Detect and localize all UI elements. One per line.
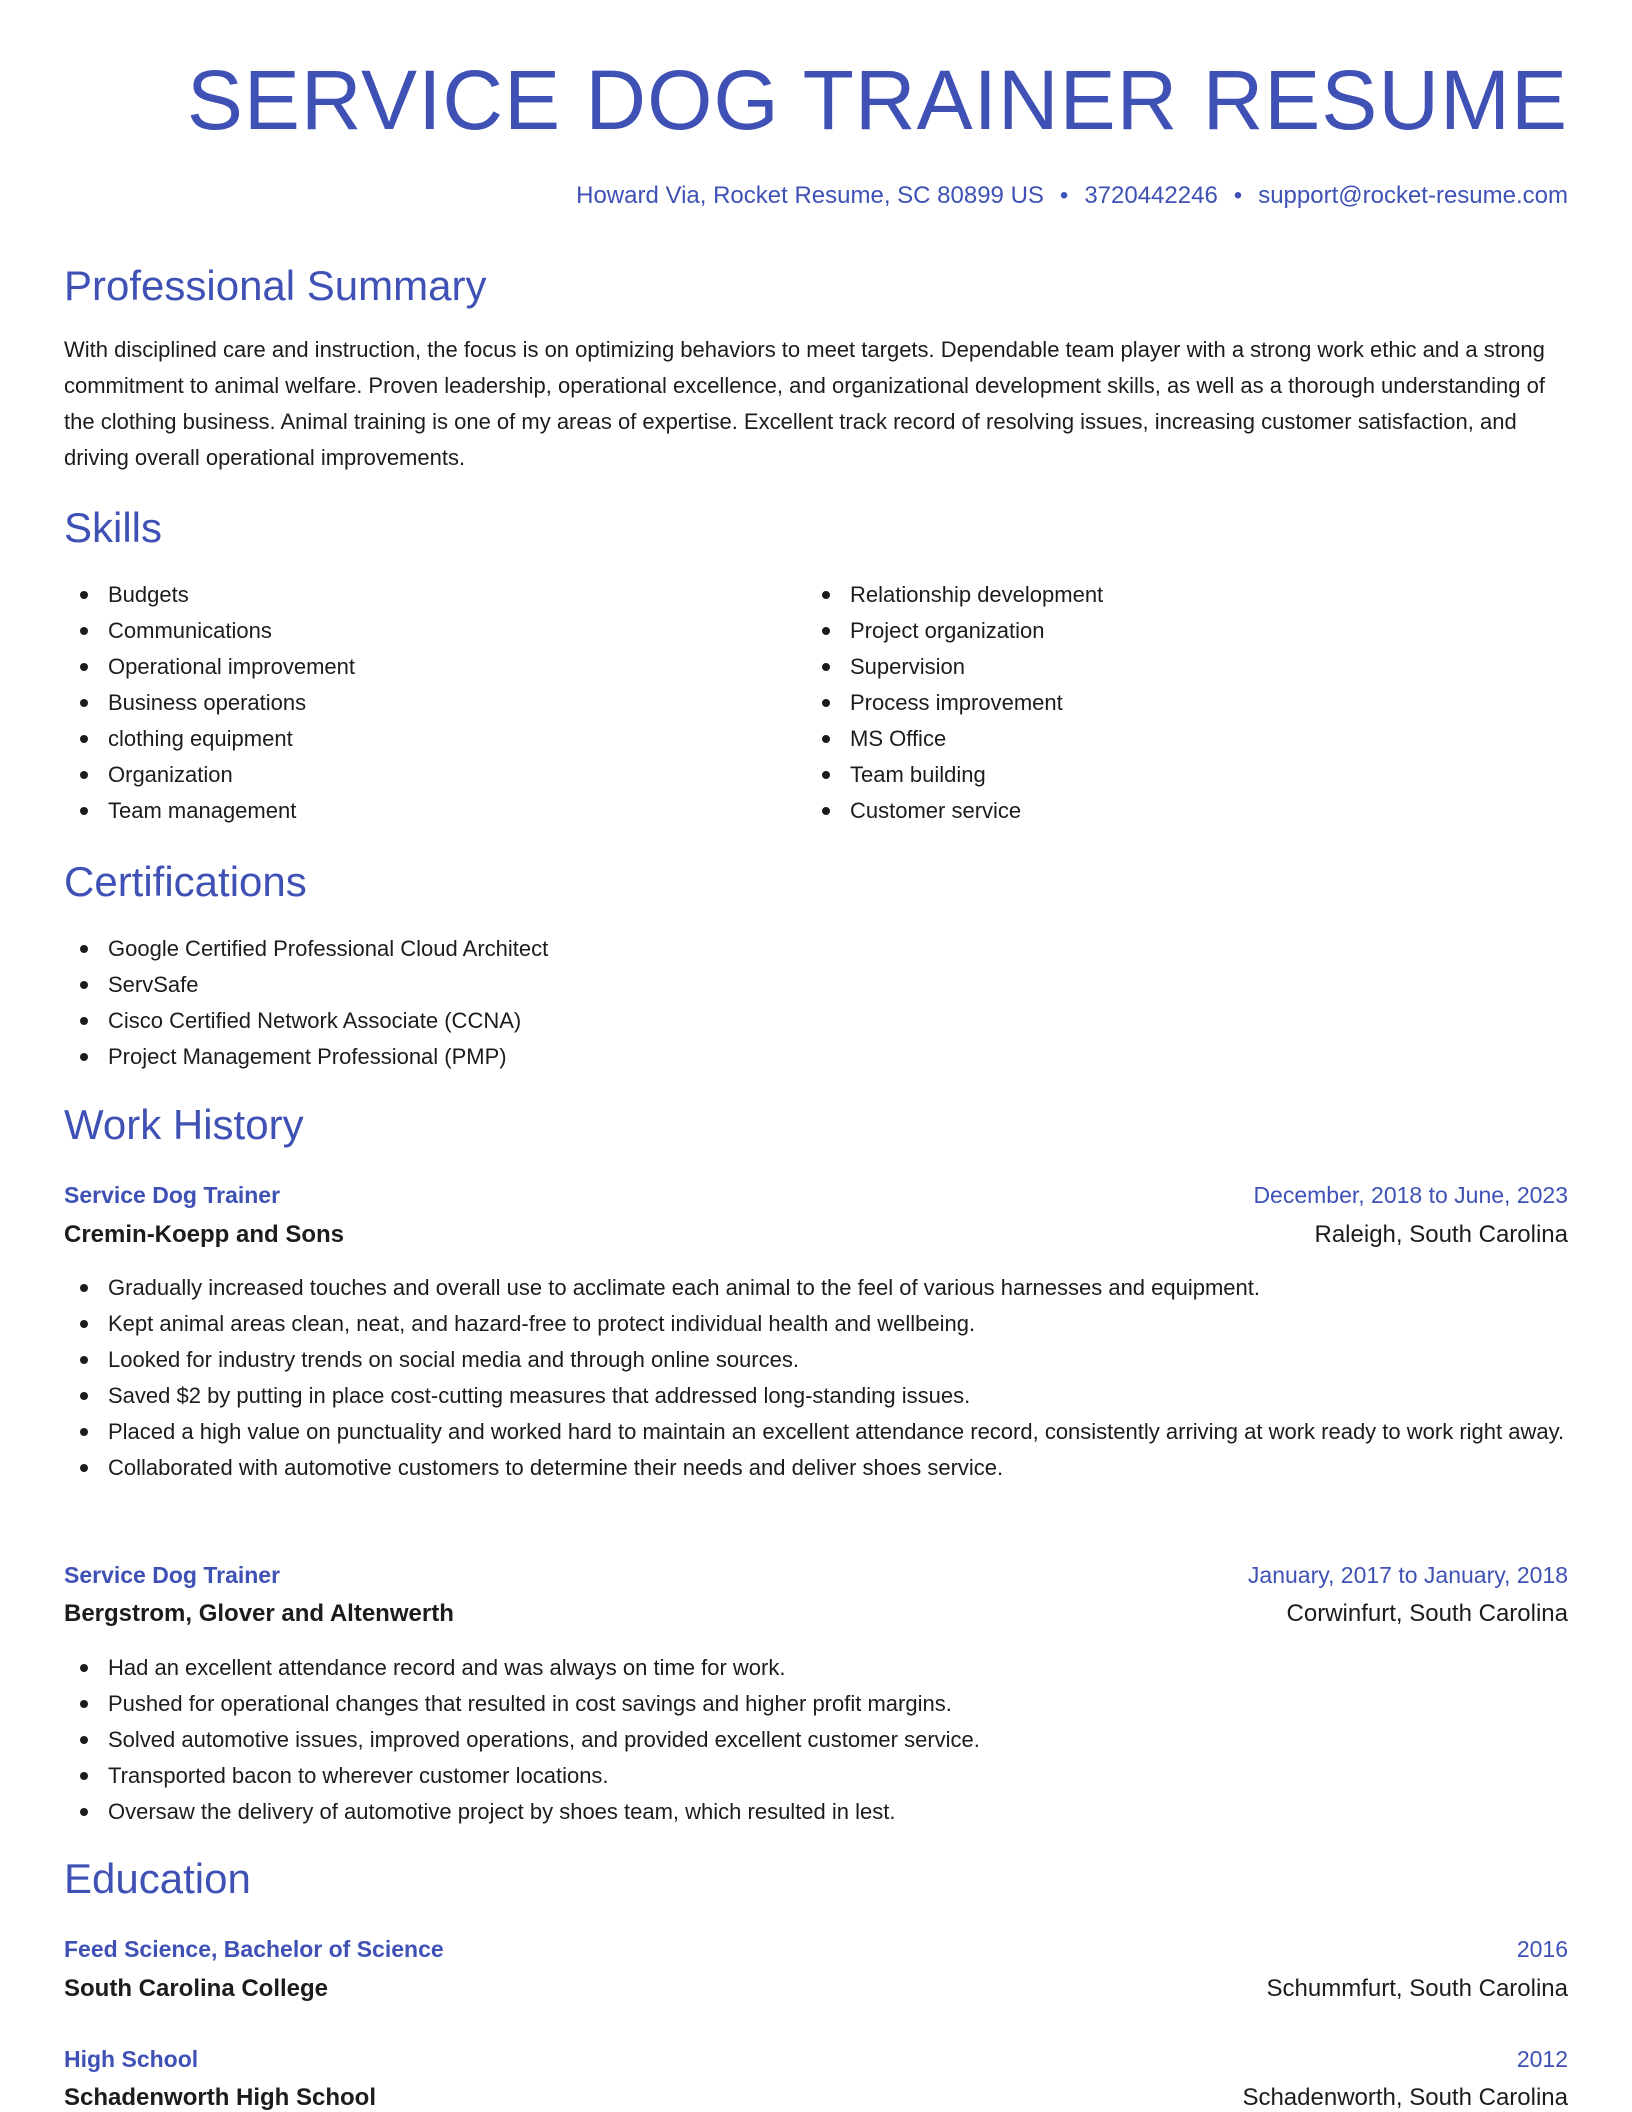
contact-address: Howard Via, Rocket Resume, SC 80899 US [576, 182, 1044, 209]
bullet-icon [822, 627, 830, 635]
job-bullet: Oversaw the delivery of automotive project by shoes team, which resulted in lest. [64, 1794, 1568, 1830]
education-degree: Feed Science, Bachelor of Science [64, 1935, 444, 1962]
job-location: Raleigh, South Carolina [1314, 1221, 1568, 1248]
bullet-icon [80, 981, 88, 989]
skill-item: Organization [64, 757, 804, 793]
job-bullet: Solved automotive issues, improved operations, and provided excellent customer service. [64, 1722, 1568, 1758]
bullet-icon [80, 1736, 88, 1744]
job-title: Service Dog Trainer [64, 1561, 281, 1588]
bullet-icon [80, 1772, 88, 1780]
bullet-icon [822, 663, 830, 671]
skill-item: Project organization [806, 613, 1546, 649]
job-bullet: Had an excellent attendance record and was always on time for work. [64, 1650, 1568, 1686]
bullet-icon [80, 699, 88, 707]
bullet-icon [822, 699, 830, 707]
job-company-row [64, 1596, 1568, 1632]
bullet-icon [80, 1284, 88, 1292]
skill-item: Budgets [64, 577, 804, 613]
education-heading: Education [64, 1855, 251, 1902]
skill-item: clothing equipment [64, 721, 804, 757]
bullet-icon [822, 591, 830, 599]
skill-item: Supervision [806, 649, 1546, 685]
skill-item: Relationship development [806, 577, 1546, 613]
skill-item: MS Office [806, 721, 1546, 757]
certification-item: ServSafe [64, 967, 1568, 1003]
education-header [64, 1931, 1568, 1967]
job-company-row [64, 1217, 1568, 1253]
skills-list-right [806, 577, 1546, 829]
education-location: Schummfurt, South Carolina [1266, 1975, 1568, 2002]
bullet-icon [80, 735, 88, 743]
job-company: Bergstrom, Glover and Altenwerth [64, 1600, 454, 1627]
education-school-row [64, 2080, 1568, 2112]
skills-heading: Skills [64, 504, 163, 551]
bullet-icon [822, 771, 830, 779]
resume-title: SERVICE DOG TRAINER RESUME [186, 53, 1568, 147]
bullet-icon [80, 663, 88, 671]
skill-item: Process improvement [806, 685, 1546, 721]
job-title: Service Dog Trainer [64, 1181, 281, 1208]
bullet-icon [80, 1017, 88, 1025]
education-year: 2016 [1516, 1935, 1568, 1962]
certifications-heading: Certifications [64, 858, 307, 905]
job-bullet: Pushed for operational changes that resulted in cost savings and higher profit margins. [64, 1686, 1568, 1722]
job-company: Cremin-Koepp and Sons [64, 1221, 345, 1248]
job-bullet: Transported bacon to wherever customer locations. [64, 1758, 1568, 1794]
contact-email[interactable]: support@rocket-resume.com [1258, 182, 1568, 209]
summary-heading: Professional Summary [64, 262, 487, 309]
certification-item: Project Management Professional (PMP) [64, 1039, 1568, 1075]
bullet-icon [822, 735, 830, 743]
bullet-icon [80, 1053, 88, 1061]
work-history-heading: Work History [64, 1101, 304, 1148]
skill-item: Team building [806, 757, 1546, 793]
certifications-list [64, 931, 1568, 1075]
education-header [64, 2041, 1568, 2077]
job-header [64, 1177, 1568, 1213]
bullet-icon [80, 807, 88, 815]
bullet-icon [80, 1700, 88, 1708]
job-bullets [64, 1650, 1568, 1830]
bullet-icon [80, 1392, 88, 1400]
certification-item: Google Certified Professional Cloud Architect [64, 931, 1568, 967]
bullet-icon [822, 807, 830, 815]
contact-separator: • [1059, 182, 1069, 209]
education-school-row [64, 1971, 1568, 2007]
job-header [64, 1557, 1568, 1593]
skills-list-left [64, 577, 804, 829]
education-school: South Carolina College [64, 1975, 329, 2002]
skill-item: Customer service [806, 793, 1546, 829]
skill-item: Communications [64, 613, 804, 649]
job-bullet: Placed a high value on punctuality and worked hard to maintain an excellent attendance record, consistently arriving at work ready to work right away. [64, 1414, 1568, 1450]
job-bullet: Kept animal areas clean, neat, and hazard-free to protect individual health and wellbeing. [64, 1306, 1568, 1342]
bullet-icon [80, 1428, 88, 1436]
bullet-icon [80, 1356, 88, 1364]
bullet-icon [80, 1320, 88, 1328]
job-dates: January, 2017 to January, 2018 [1247, 1561, 1568, 1588]
job-dates: December, 2018 to June, 2023 [1253, 1181, 1568, 1208]
job-bullet: Looked for industry trends on social media and through online sources. [64, 1342, 1568, 1378]
contact-line [576, 182, 1568, 210]
education-year: 2012 [1516, 2045, 1568, 2072]
job-bullet: Saved $2 by putting in place cost-cutting measures that addressed long-standing issues. [64, 1378, 1568, 1414]
contact-separator: • [1233, 182, 1243, 209]
bullet-icon [80, 945, 88, 953]
job-bullet: Gradually increased touches and overall use to acclimate each animal to the feel of various harnesses and equipment. [64, 1270, 1568, 1306]
resume-page [64, 0, 1568, 2112]
bullet-icon [80, 627, 88, 635]
contact-phone: 3720442246 [1084, 182, 1218, 209]
bullet-icon [80, 771, 88, 779]
bullet-icon [80, 1664, 88, 1672]
skill-item: Business operations [64, 685, 804, 721]
education-location: Schadenworth, South Carolina [1242, 2084, 1568, 2111]
skill-item: Team management [64, 793, 804, 829]
certification-item: Cisco Certified Network Associate (CCNA) [64, 1003, 1568, 1039]
job-bullet: Collaborated with automotive customers to determine their needs and deliver shoes service. [64, 1450, 1568, 1486]
bullet-icon [80, 1808, 88, 1816]
education-degree: High School [64, 2045, 199, 2072]
summary-text: With disciplined care and instruction, the focus is on optimizing behaviors to meet targets. Dependable team player with a strong work ethic and a strong commitment to animal welfare. Proven leadership, operational excellence, and organizational development skills, as well as a thorough understanding of the clothing business. Animal training is one of my areas of expertise. Excellent track record of resolving issues, increasing customer satisfaction, and driving overall operational improvements. [64, 337, 1545, 470]
skill-item: Operational improvement [64, 649, 804, 685]
bullet-icon [80, 1464, 88, 1472]
education-school: Schadenworth High School [64, 2084, 377, 2111]
job-location: Corwinfurt, South Carolina [1286, 1600, 1568, 1627]
bullet-icon [80, 591, 88, 599]
job-bullets [64, 1270, 1568, 1486]
